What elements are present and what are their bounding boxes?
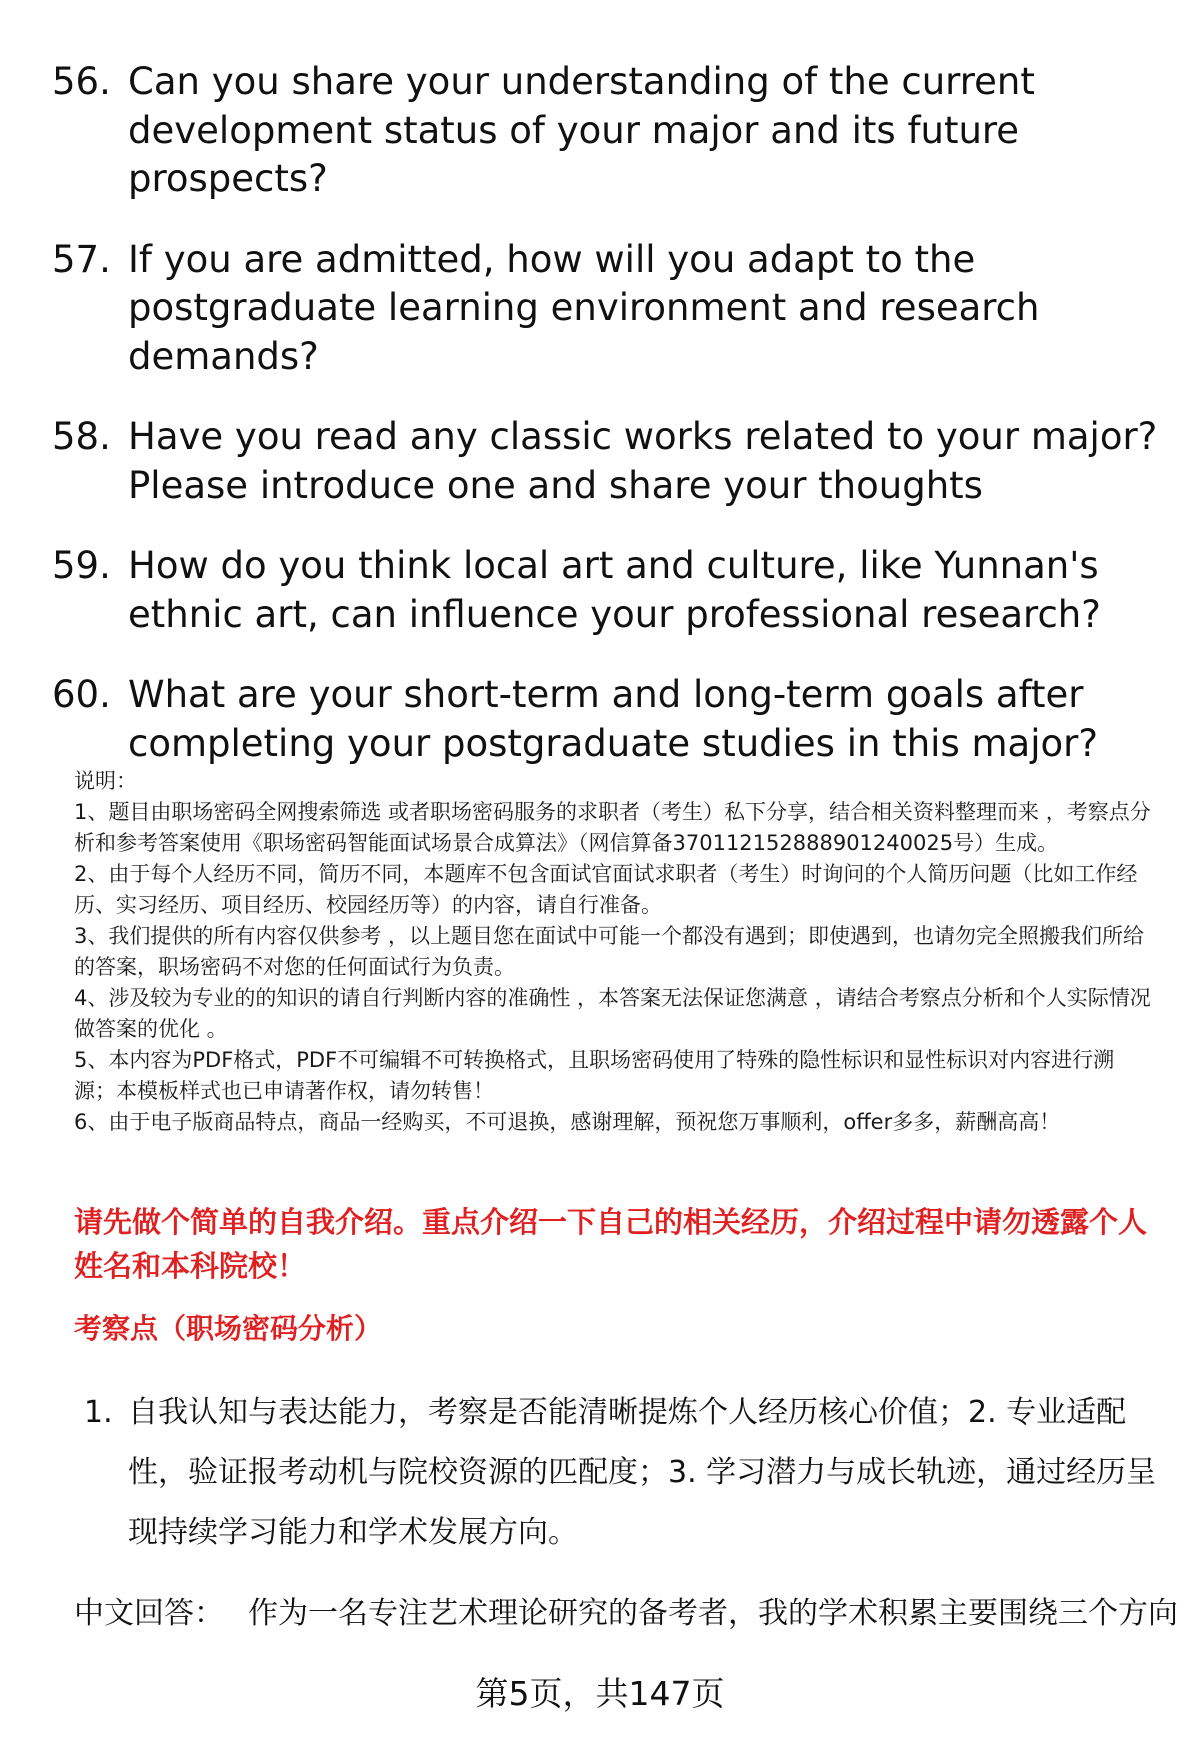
question-text: What are your short-term and long-term goals after completing your postgraduate studies in this major? (128, 673, 1098, 765)
question-item (52, 236, 1162, 382)
question-text: If you are admitted, how will you adapt to the postgraduate learning environment and research demands? (128, 237, 1040, 378)
analysis-number: 1. (84, 1395, 113, 1430)
note-item: 5、本内容为PDF格式，PDF不可编辑不可转换格式，且职场密码使用了特殊的隐性标识和显性标识对内容进行溯源；本模板样式也已申请著作权，请勿转售！ (74, 1048, 1115, 1103)
note-item: 3、我们提供的所有内容仅供参考 ，以上题目您在面试中可能一个都没有遇到；即使遇到，也请勿完全照搬我们所给的答案，职场密码不对您的任何面试行为负责。 (74, 924, 1145, 979)
question-number: 58. (52, 415, 111, 458)
question-number: 56. (52, 60, 111, 103)
question-text: Can you share your understanding of the current development status of your major and its future prospects? (128, 60, 1035, 200)
question-number: 59. (52, 544, 111, 587)
answer-text: 作为一名专注艺术理论研究的备考者，我的学术积累主要围绕三个方向 (248, 1596, 1178, 1631)
question-item (52, 671, 1162, 768)
note-item: 4、涉及较为专业的的知识的请自行判断内容的准确性 ，本答案无法保证您满意 ，请结合考察点分析和个人实际情况做答案的优化 。 (74, 986, 1151, 1041)
question-text: How do you think local art and culture, like Yunnan's ethnic art, can influence your professional research? (128, 544, 1101, 636)
answer-paragraph (74, 1592, 1178, 1636)
analysis-text: 自我认知与表达能力，考察是否能清晰提炼个人经历核心价值；2. 专业适配性，验证报考动机与院校资源的匹配度；3. 学习潜力与成长轨迹，通过经历呈现持续学习能力和学术发展方向。 (128, 1395, 1157, 1550)
question-number: 57. (52, 237, 111, 281)
page-number: 第5页，共147页 (475, 1674, 725, 1713)
answer-label: 中文回答： (74, 1596, 224, 1631)
question-number: 60. (52, 673, 111, 716)
interview-question-heading: 请先做个简单的自我介绍。重点介绍一下自己的相关经历，介绍过程中请勿透露个人姓名和本科院校！ (74, 1205, 1148, 1283)
notes-title: 说明： (74, 769, 137, 793)
question-list (52, 58, 1162, 800)
notes-section (74, 766, 1154, 1138)
analysis-list (84, 1383, 1164, 1563)
question-item (52, 542, 1162, 639)
question-item (52, 58, 1162, 204)
note-item: 1、题目由职场密码全网搜索筛选 或者职场密码服务的求职者（考生）私下分享，结合相关资料整理而来 ，考察点分析和参考答案使用《职场密码智能面试场景合成算法》（网信算备370112152888901240025号）生成。 (74, 800, 1151, 855)
question-item (52, 413, 1162, 510)
analysis-heading: 考察点（职场密码分析） (74, 1312, 383, 1345)
note-item: 6、由于电子版商品特点，商品一经购买，不可退换，感谢理解，预祝您万事顺利，offer多多，薪酬高高！ (74, 1110, 1061, 1134)
question-text: Have you read any classic works related to your major? Please introduce one and share your thoughts (128, 415, 1158, 507)
analysis-item (84, 1383, 1164, 1563)
note-item: 2、由于每个人经历不同，简历不同，本题库不包含面试官面试求职者（考生）时询问的个人简历问题（比如工作经历、实习经历、项目经历、校园经历等）的内容，请自行准备。 (74, 862, 1138, 917)
